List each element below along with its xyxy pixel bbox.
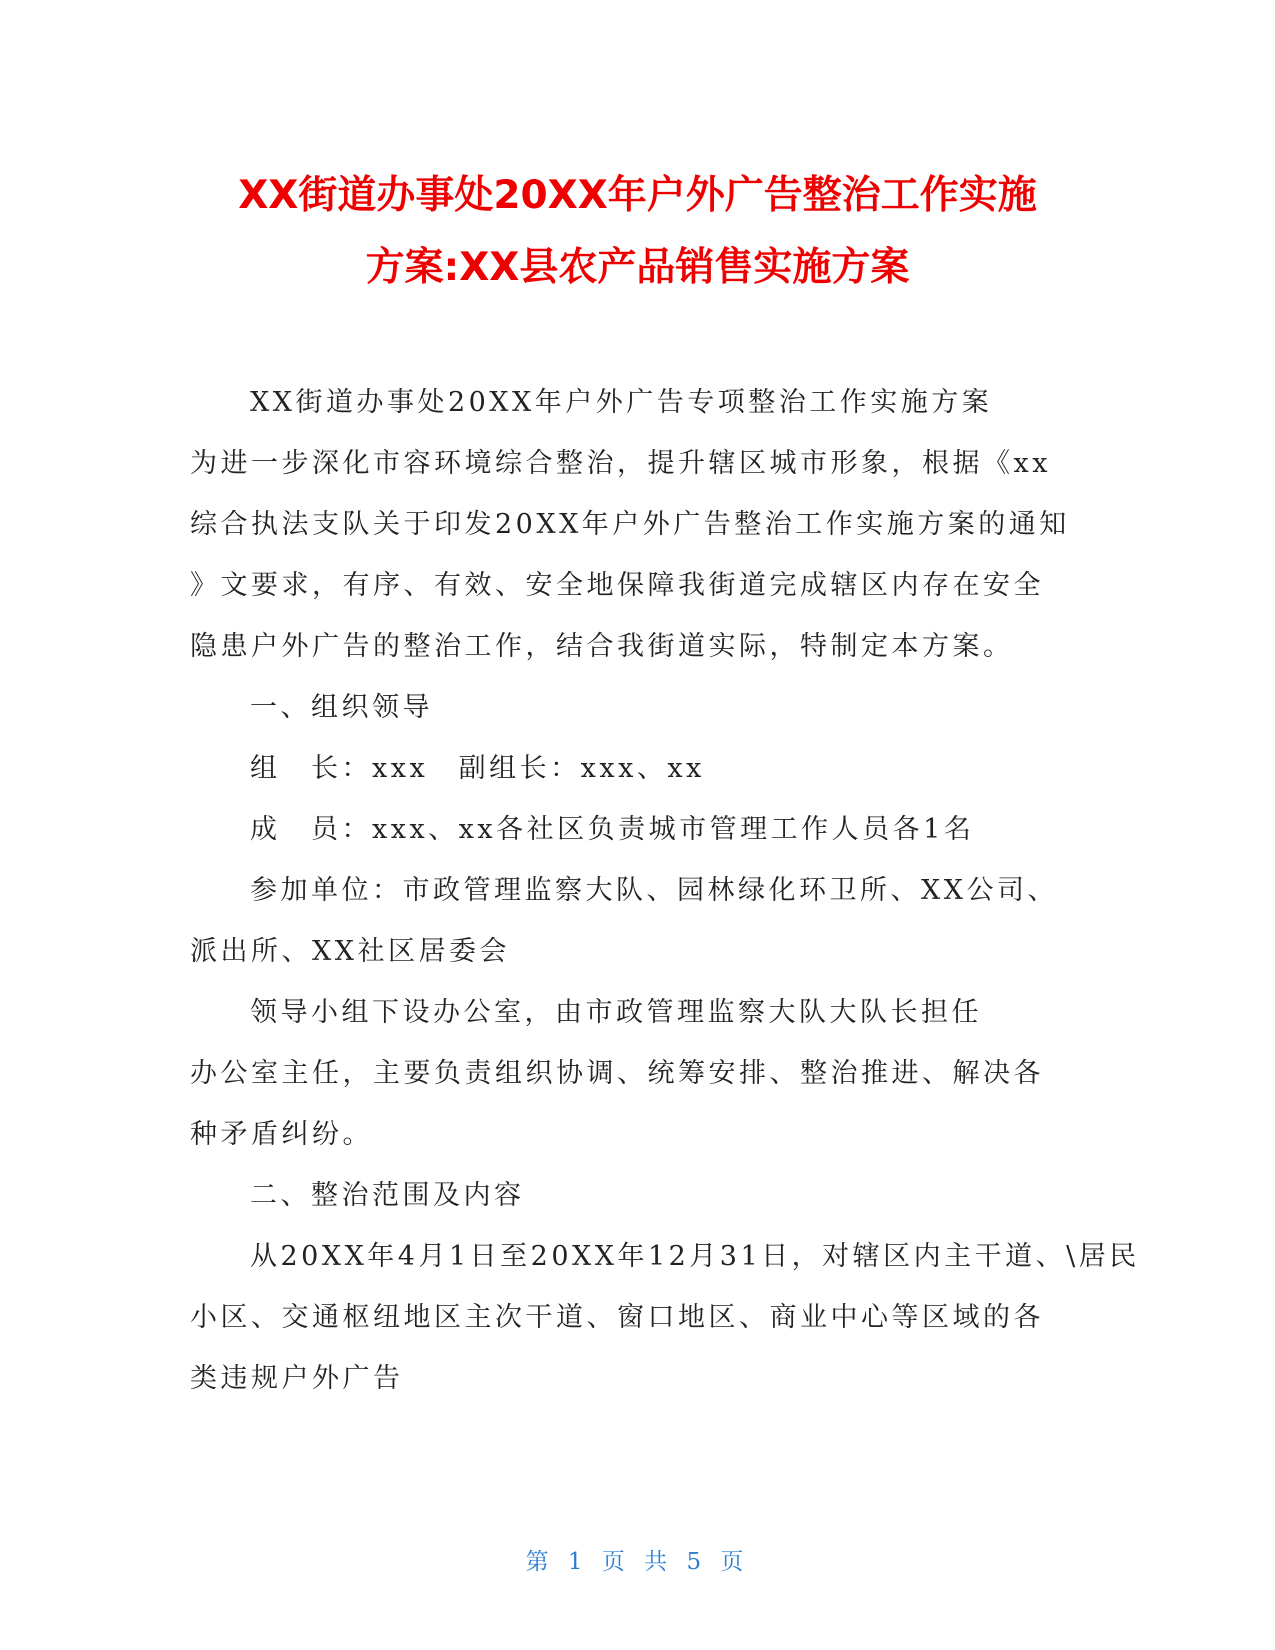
document-body bbox=[190, 372, 1140, 1409]
paragraph-line: 综合执法支队关于印发20XX年户外广告整治工作实施方案的通知 bbox=[190, 509, 1070, 540]
paragraph bbox=[190, 372, 1090, 433]
paragraph-line: 从20XX年4月1日至20XX年12月31日，对辖区内主干道、\居民 bbox=[250, 1241, 1140, 1272]
paragraph bbox=[190, 921, 1090, 982]
title-line-1: XX街道办事处20XX年户外广告整治工作实施 bbox=[238, 173, 1037, 218]
paragraph-line: 》文要求，有序、有效、安全地保障我街道完成辖区内存在安全 bbox=[190, 570, 1044, 601]
paragraph-line: 办公室主任，主要负责组织协调、统筹安排、整治推进、解决各 bbox=[190, 1058, 1044, 1089]
paragraph-line: 为进一步深化市容环境综合整治，提升辖区城市形象，根据《xx bbox=[190, 448, 1051, 479]
paragraph-line: 成 员：xxx、xx各社区负责城市管理工作人员各1名 bbox=[250, 814, 975, 845]
paragraph bbox=[190, 433, 1090, 677]
paragraph-line: 二、整治范围及内容 bbox=[250, 1180, 525, 1211]
paragraph-line: 派出所、XX社区居委会 bbox=[190, 936, 510, 967]
paragraph bbox=[190, 677, 1090, 738]
paragraph-line: 隐患户外广告的整治工作，结合我街道实际，特制定本方案。 bbox=[190, 631, 1014, 662]
paragraph bbox=[190, 1287, 1090, 1409]
title-line-2: 方案:XX县农产品销售实施方案 bbox=[365, 245, 910, 290]
paragraph-line: 小区、交通枢纽地区主次干道、窗口地区、商业中心等区域的各 bbox=[190, 1302, 1044, 1333]
page-number-footer: 第 1 页 共 5 页 bbox=[525, 1549, 750, 1575]
paragraph bbox=[190, 799, 1090, 860]
paragraph-line: 种矛盾纠纷。 bbox=[190, 1119, 373, 1150]
paragraph-line: XX街道办事处20XX年户外广告专项整治工作实施方案 bbox=[250, 387, 993, 418]
paragraph-line: 参加单位：市政管理监察大队、园林绿化环卫所、XX公司、 bbox=[250, 875, 1058, 906]
paragraph-line: 组 长：xxx 副组长：xxx、xx bbox=[250, 753, 705, 784]
paragraph-line: 类违规户外广告 bbox=[190, 1363, 404, 1394]
paragraph bbox=[190, 982, 1090, 1043]
paragraph bbox=[190, 738, 1090, 799]
paragraph-line: 领导小组下设办公室，由市政管理监察大队大队长担任 bbox=[250, 997, 982, 1028]
paragraph bbox=[190, 860, 1090, 921]
paragraph bbox=[190, 1165, 1090, 1226]
paragraph-line: 一、组织领导 bbox=[250, 692, 433, 723]
paragraph bbox=[190, 1043, 1090, 1165]
paragraph bbox=[190, 1226, 1140, 1287]
document-title bbox=[150, 160, 1125, 304]
